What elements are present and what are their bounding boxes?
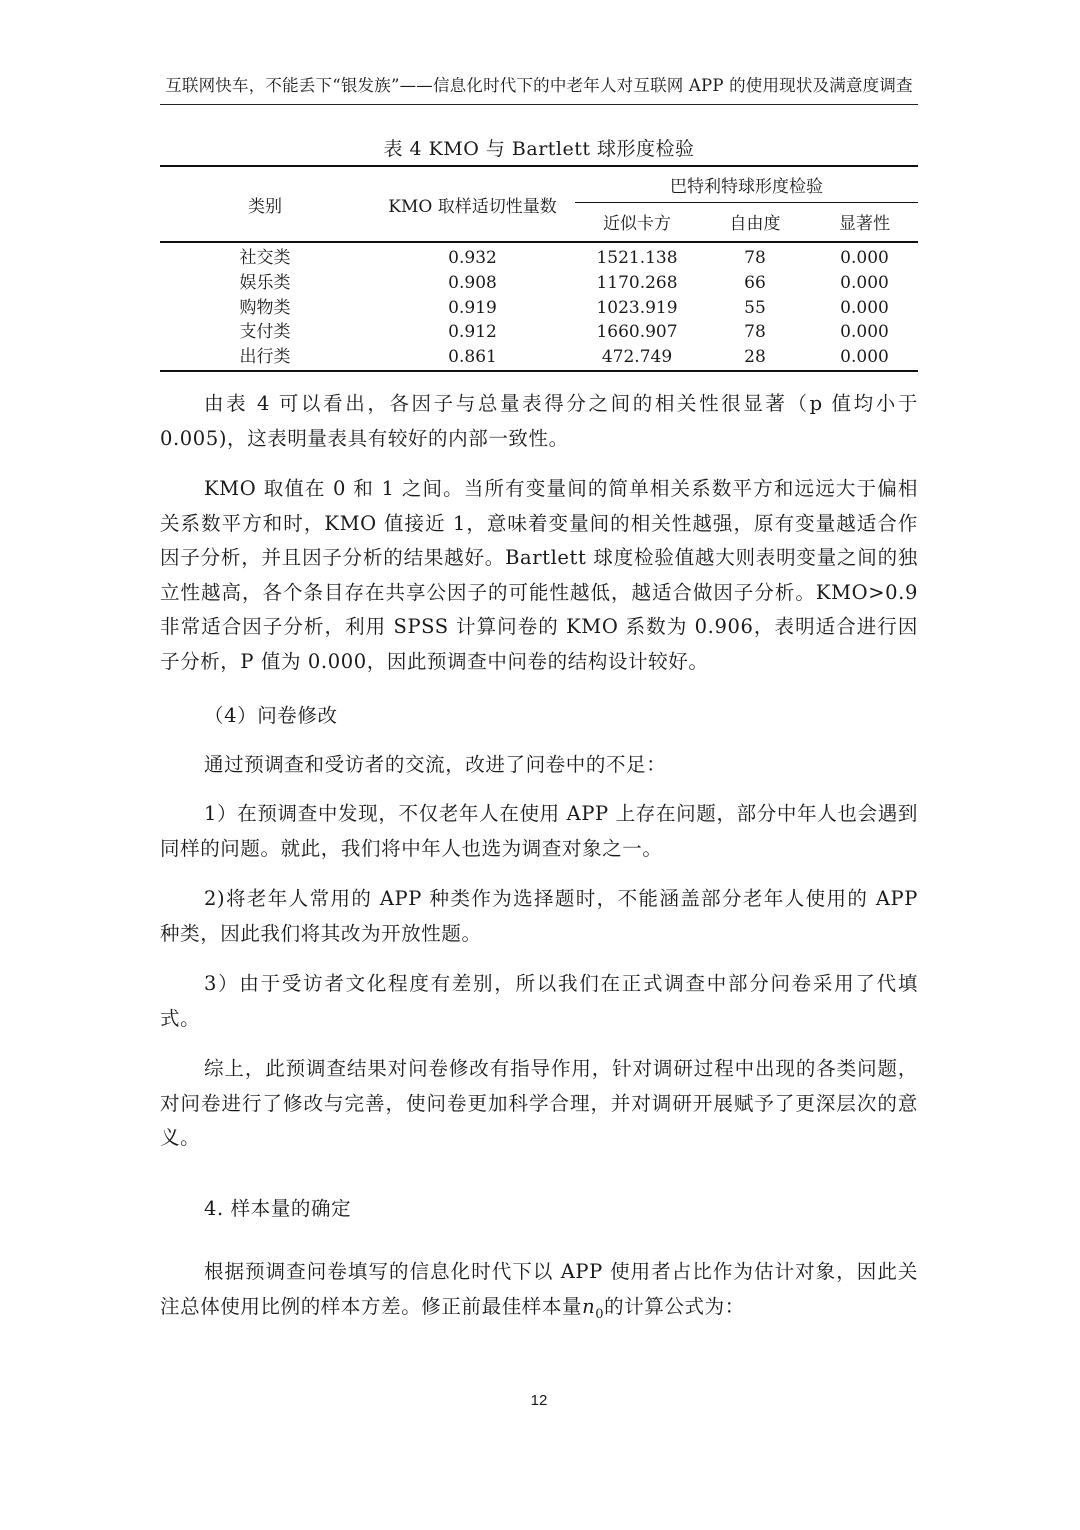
- variable-n: n: [582, 1294, 596, 1318]
- paragraph-table-interpretation: 由表 4 可以看出，各因子与总量表得分之间的相关性很显著（p 值均小于 0.005)，这表明量表具有较好的内部一致性。: [160, 392, 918, 450]
- list-item-revision-2: 2)将老年人常用的 APP 种类作为选择题时，不能涵盖部分老年人使用的 APP 种类，因此我们将其改为开放性题。: [160, 887, 918, 945]
- cell-category: 出行类: [160, 345, 370, 371]
- formula-intro-text: 根据预调查问卷填写的信息化时代下以 APP 使用者占比作为估计对象，因此关注总体使用比例的样本方差。修正前最佳样本量: [160, 1260, 918, 1318]
- list-item-revision-3: 3）由于受访者文化程度有差别，所以我们在正式调查中部分问卷采用了代填式。: [160, 972, 918, 1030]
- table-row: [160, 320, 918, 345]
- cell-df: 78: [744, 322, 766, 343]
- paragraph-sample-size-formula-intro: [160, 1255, 918, 1332]
- cell-chi: 1521.138: [596, 248, 678, 268]
- cell-kmo: 0.932: [448, 248, 497, 268]
- cell-chi: 1660.907: [596, 322, 678, 343]
- col-header-bartlett: 巴特利特球形度检验: [575, 166, 918, 202]
- col-header-df: 自由度: [699, 202, 811, 242]
- table-row: [160, 271, 918, 296]
- cell-df: 55: [744, 297, 766, 318]
- formula-variable-n0: [582, 1294, 605, 1322]
- cell-category: 社交类: [239, 248, 291, 268]
- cell-chi: 1023.919: [596, 297, 678, 318]
- cell-df: 28: [699, 345, 811, 371]
- list-item-revision-1: 1）在预调查中发现，不仅老年人在使用 APP 上存在问题，部分中年人也会遇到同样的问题。就此，我们将中年人也选为调查对象之一。: [160, 802, 918, 860]
- table-row: [160, 296, 918, 321]
- section-heading-questionnaire-revision: （4）问卷修改: [204, 704, 338, 727]
- paragraph-kmo-explanation: KMO 取值在 0 和 1 之间。当所有变量间的简单相关系数平方和远远大于偏相关系数平方和时，KMO 值接近 1，意味着变量间的相关性越强，原有变量越适合作因子分析，并且因子分析的结果越好。Bartlett 球度检验值越大则表明变量之间的独立性越高，各个条目存在共享公因子的可能性越低，越适合做因子分析。KMO>0.9 非常适合因子分析，利用 SPSS 计算问卷的 KMO 系数为 0.906，表明适合进行因子分析，P 值为 0.000，因此预调查中问卷的结构设计较好。: [160, 477, 918, 673]
- col-header-category: 类别: [160, 166, 370, 242]
- cell-chi: 472.749: [575, 345, 699, 371]
- col-header-sig: 显著性: [811, 202, 918, 242]
- section-heading-sample-size: 4. 样本量的确定: [204, 1197, 352, 1220]
- cell-df: 66: [744, 272, 766, 293]
- cell-kmo: 0.919: [448, 297, 497, 318]
- paragraph-summary: 综上，此预调查结果对问卷修改有指导作用，针对调研过程中出现的各类问题，对问卷进行了修改与完善，使问卷更加科学合理，并对调研开展赋予了更深层次的意义。: [160, 1057, 918, 1149]
- cell-category: 购物类: [239, 297, 291, 318]
- page-number: 12: [530, 1392, 548, 1409]
- col-header-chi: 近似卡方: [575, 202, 699, 242]
- header-rule: [160, 104, 918, 105]
- table-caption: 表 4 KMO 与 Bartlett 球形度检验: [383, 138, 695, 160]
- cell-sig: 0.000: [840, 248, 889, 268]
- paragraph-revision-intro: 通过预调查和受访者的交流，改进了问卷中的不足：: [204, 753, 667, 776]
- cell-kmo: 0.912: [448, 322, 497, 343]
- running-header: 互联网快车，不能丢下“银发族”——信息化时代下的中老年人对互联网 APP 的使用现状及满意度调查: [165, 76, 913, 95]
- formula-intro-text-end: 的计算公式为：: [604, 1294, 745, 1318]
- kmo-bartlett-table: [160, 165, 918, 372]
- col-header-kmo: KMO 取样适切性量数: [370, 166, 575, 242]
- cell-sig: 0.000: [811, 345, 918, 371]
- cell-sig: 0.000: [840, 322, 889, 343]
- cell-kmo: 0.861: [370, 345, 575, 371]
- cell-kmo: 0.908: [448, 272, 497, 293]
- cell-category: 支付类: [239, 322, 291, 343]
- table-row: [160, 242, 918, 271]
- cell-df: 78: [744, 248, 766, 268]
- cell-sig: 0.000: [840, 272, 889, 293]
- variable-subscript: 0: [595, 1306, 605, 1322]
- cell-sig: 0.000: [840, 297, 889, 318]
- table-row: [160, 345, 918, 371]
- cell-category: 娱乐类: [239, 272, 291, 293]
- cell-chi: 1170.268: [596, 272, 678, 293]
